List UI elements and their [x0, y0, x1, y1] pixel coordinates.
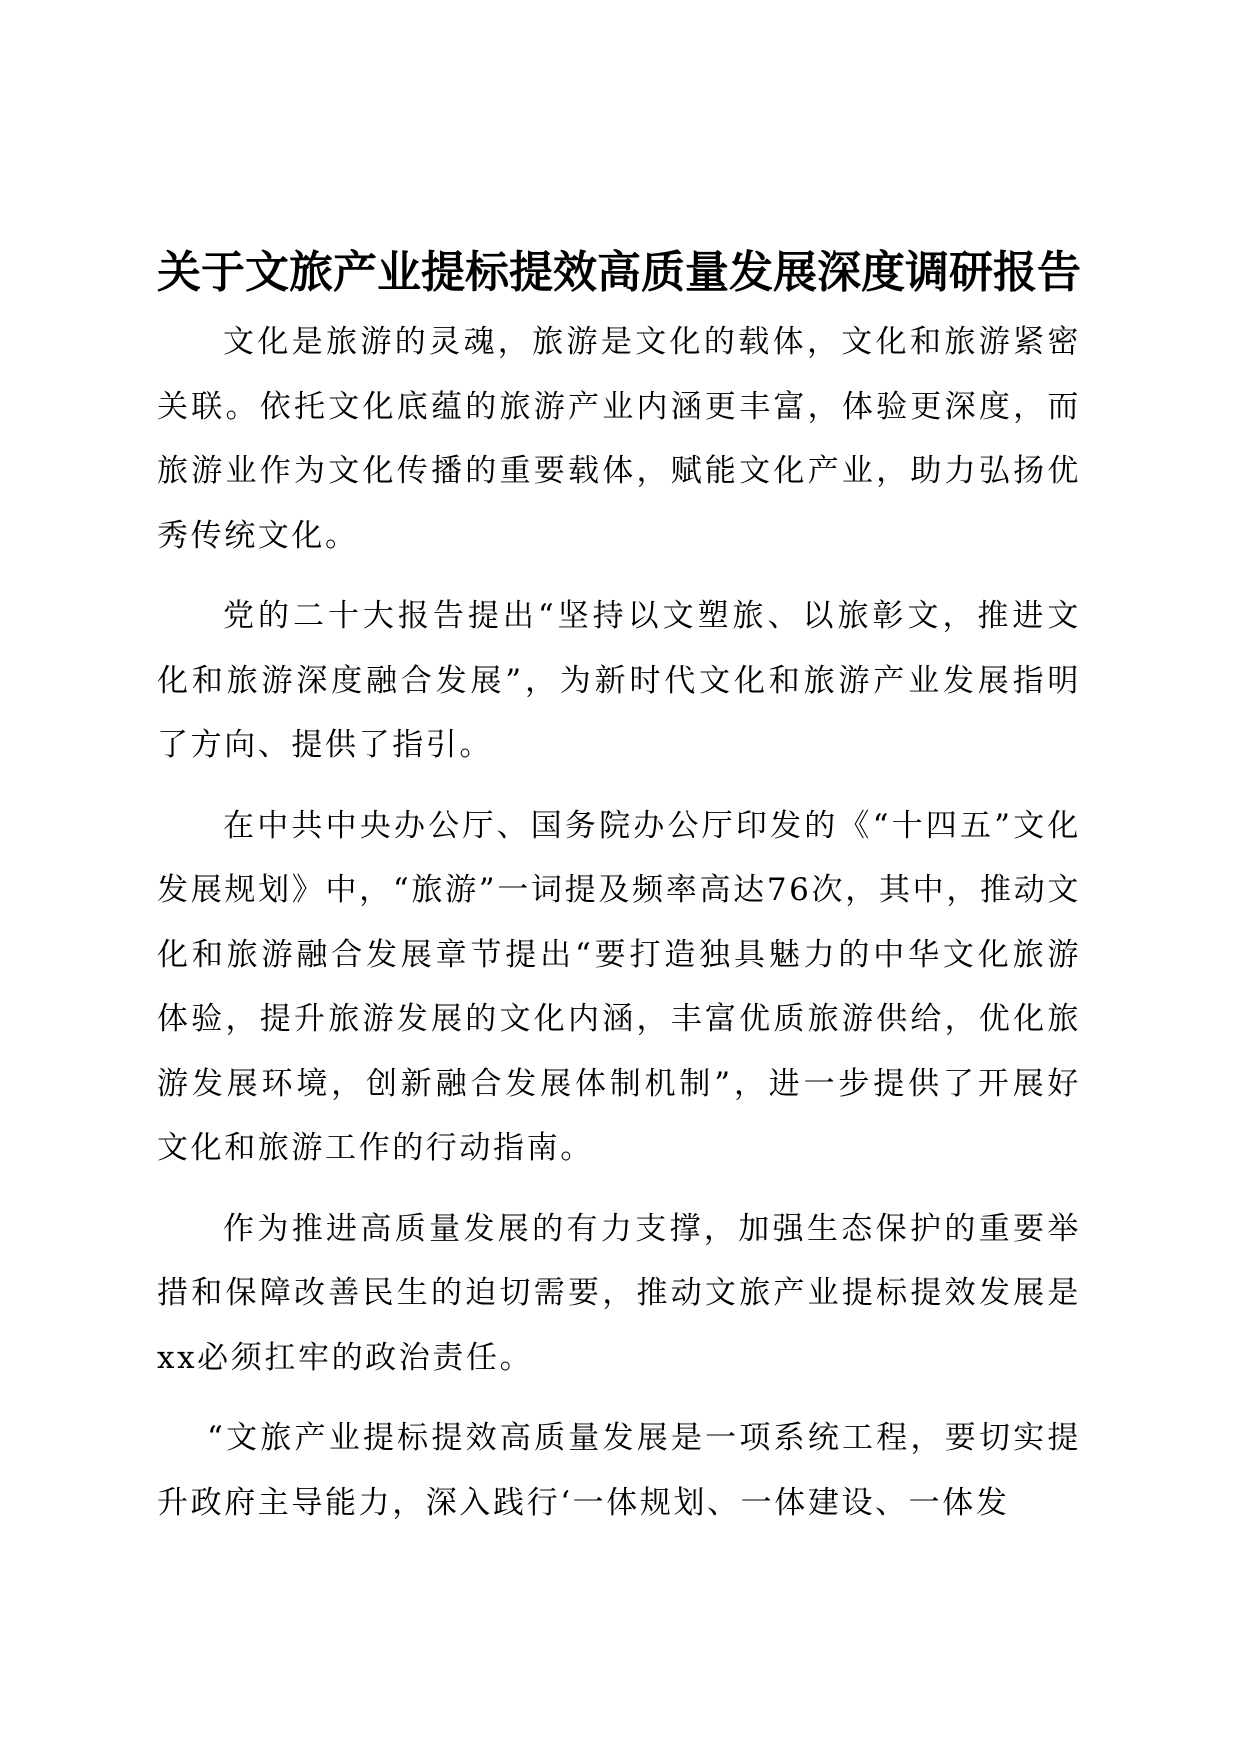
paragraph-2: 党的二十大报告提出“坚持以文塑旅、以旅彰文，推进文化和旅游深度融合发展”，为新时代文化和旅游产业发展指明了方向、提供了指引。	[157, 598, 1081, 763]
paragraph-1: 文化是旅游的灵魂，旅游是文化的载体，文化和旅游紧密关联。依托文化底蕴的旅游产业内涵更丰富，体验更深度，而旅游业作为文化传播的重要载体，赋能文化产业，助力弘扬优秀传统文化。	[157, 324, 1081, 554]
paragraph-4: 作为推进高质量发展的有力支撑，加强生态保护的重要举措和保障改善民生的迫切需要，推动文旅产业提标提效发展是xx必须扛牢的政治责任。	[157, 1210, 1081, 1376]
document-title: 关于文旅产业提标提效高质量发展深度调研报告	[157, 247, 1081, 298]
paragraph-5: “文旅产业提标提效高质量发展是一项系统工程，要切实提升政府主导能力，深入践行‘一体规划、一体建设、一体发	[157, 1420, 1081, 1521]
paragraph-3: 在中共中央办公厅、国务院办公厅印发的《“十四五”文化发展规划》中，“旅游”一词提及频率高达76次，其中，推动文化和旅游融合发展章节提出“要打造独具魅力的中华文化旅游体验，提升旅游发展的文化内涵，丰富优质旅游供给，优化旅游发展环境，创新融合发展体制机制”，进一步提供了开展好文化和旅游工作的行动指南。	[157, 807, 1081, 1166]
document-body	[157, 240, 1081, 1535]
